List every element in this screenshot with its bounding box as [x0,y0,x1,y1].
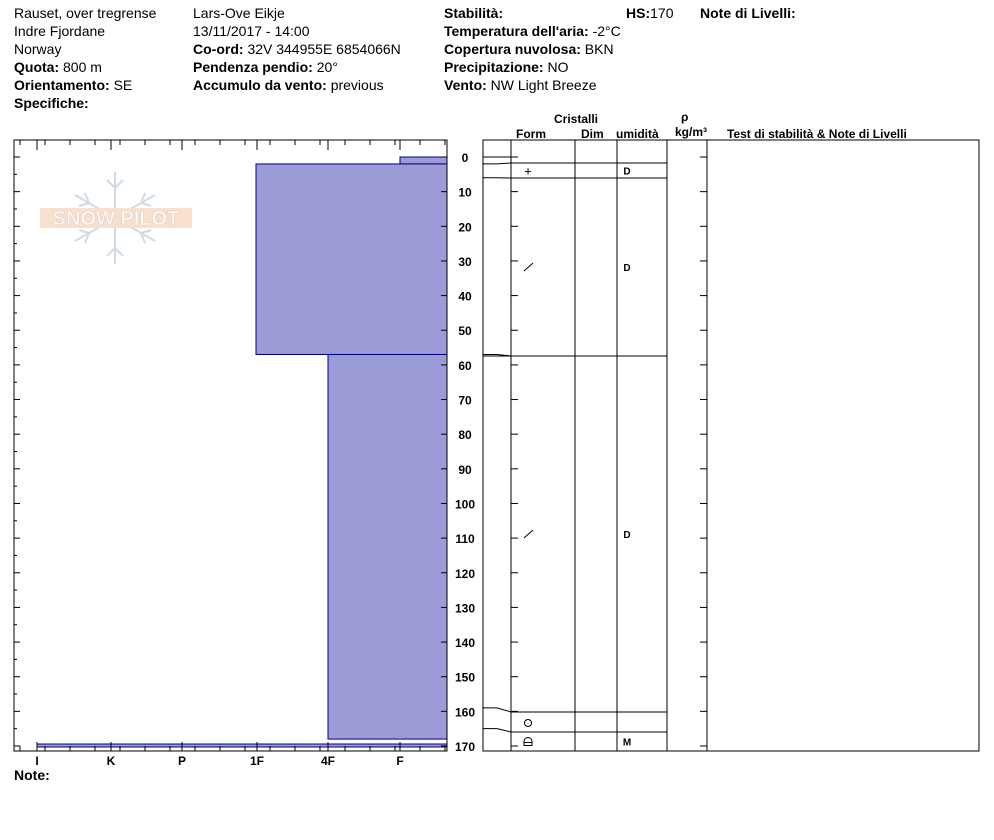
row-connector-5 [483,729,511,732]
crystal-form-symbol-3 [524,530,533,538]
notes-header: Test di stabilità & Note di Livelli [727,127,907,141]
depth-tick-label-8: 80 [458,428,472,443]
crystal-form-symbol-2 [524,263,533,271]
moisture-value-2: D [623,263,631,274]
depth-tick-label-7: 70 [458,393,472,408]
depth-tick-label-9: 90 [458,462,472,477]
orientation-value: SE [113,77,133,93]
depth-tick-label-2: 20 [458,220,472,235]
air-temp-value: -2°C [592,23,621,39]
coord-value: 32V 344955E 6854066N [247,41,401,57]
hardness-layer-2 [328,354,447,739]
crystal-form-symbol-5 [524,738,532,746]
depth-tick-label-16: 160 [454,705,476,720]
spec-label: Specifiche: [14,95,89,111]
hardness-tick-label-1: K [106,754,116,768]
depth-tick-label-11: 110 [455,532,475,547]
wind-load-value: previous [330,77,384,93]
location-line-3: Norway [14,41,62,57]
location-line-2: Indre Fjordane [14,23,106,39]
depth-tick-label-10: 100 [454,497,476,512]
orientation-label: Orientamento: [14,77,110,93]
hs-value: 170 [650,5,674,21]
row-connector-1 [483,163,511,164]
row-connector-4 [483,708,511,712]
hardness-tick-label-0: I [35,754,39,768]
moisture-value-3: D [623,530,631,541]
moisture-value-1: D [623,166,631,178]
quota-value: 800 m [63,59,102,75]
cloud-label: Copertura nuvolosa: [444,41,581,57]
precip-value: NO [547,59,569,75]
rho-header: ρ [681,110,689,124]
observer: Lars-Ove Eikje [193,5,285,21]
quota-label: Quota: [14,59,60,75]
note-label: Note: [14,767,50,783]
depth-tick-label-1: 10 [458,185,472,200]
moisture-header: umidità [616,127,659,141]
depth-tick-label-0: 0 [461,151,469,165]
table-frame [483,140,979,751]
cloud-value: BKN [584,41,614,57]
datetime: 13/11/2017 - 14:00 [193,23,310,39]
dim-header: Dim [581,127,604,141]
wind-load-label: Accumulo da vento: [193,77,327,93]
precip-label: Precipitazione: [444,59,544,75]
snowpilot-logo [40,172,192,264]
slope-label: Pendenza pendio: [193,59,313,75]
hardness-tick-label-3: 1F [249,754,265,768]
form-header: Form [516,127,546,141]
hardness-layer-1 [256,164,447,355]
density-unit-header: kg/m³ [675,125,708,139]
hardness-tick-label-5: F [396,754,404,768]
depth-tick-label-14: 140 [454,636,476,651]
crystal-form-symbol-1: + [524,163,532,179]
logo-text: SNOW PILOT [52,208,180,230]
coord-label: Co-ord: [193,41,244,57]
wind-label: Vento: [444,77,487,93]
depth-tick-label-15: 150 [454,670,476,685]
stability-label: Stabilità: [444,5,504,21]
wind-value: NW Light Breeze [490,77,597,93]
crystals-header: Cristalli [554,112,599,126]
depth-tick-label-13: 130 [454,601,476,616]
hardness-tick-label-2: P [177,754,187,768]
hardness-layer-0 [400,157,447,164]
crystal-form-symbol-4 [525,720,532,727]
slope-value: 20° [316,59,338,75]
location-line-1: Rauset, over tregrense [14,5,157,21]
moisture-value-5: M [622,737,632,749]
layer-notes-label: Note di Livelli: [700,5,796,21]
depth-tick-label-3: 30 [458,254,472,269]
depth-tick-label-5: 50 [458,324,472,339]
depth-tick-label-17: 170 [454,740,476,754]
depth-tick-label-6: 60 [458,358,472,373]
hardness-tick-label-4: 4F [320,754,336,768]
hs-label: HS: [626,5,651,21]
depth-tick-label-12: 120 [454,566,476,581]
hardness-layer-3 [37,744,447,747]
depth-tick-label-4: 40 [458,289,472,304]
air-temp-label: Temperatura dell'aria: [444,23,589,39]
